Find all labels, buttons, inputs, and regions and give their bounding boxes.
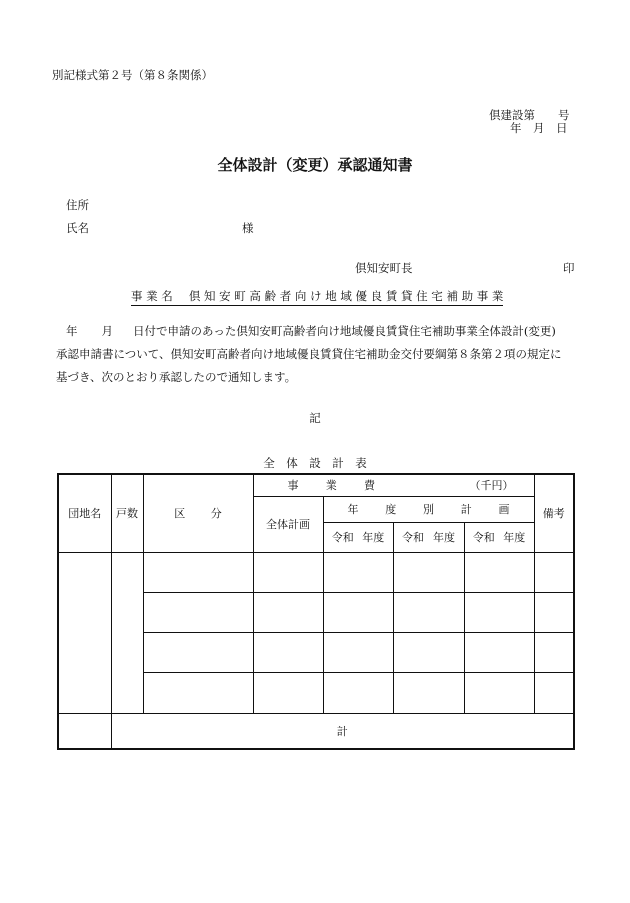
total-row: [58, 713, 574, 749]
issuer-name: 倶知安町長: [355, 261, 413, 275]
honorific: 様: [242, 221, 254, 235]
col-header-jigyouhi: 事 業 費 （千円）: [253, 474, 534, 496]
kosu-cell[interactable]: [111, 552, 143, 713]
col-header-kubun: 区 分: [143, 474, 253, 552]
project-line: [131, 288, 503, 306]
col-header-danchi: 団地名: [58, 474, 111, 552]
project-label: 事 業 名: [131, 289, 173, 303]
project-name: 倶 知 安 町 高 齢 者 向 け 地 域 優 良 賃 貸 住 宅 補 助 事 業: [188, 289, 504, 303]
col-header-biko: 備考: [534, 474, 574, 552]
col-header-year-2: 令和 年度: [393, 522, 464, 552]
form-number: 別記様式第２号（第８条関係）: [52, 68, 213, 82]
name-label: 氏名: [66, 221, 89, 235]
col-header-zentai: 全体計画: [253, 496, 323, 552]
col-header-year-3: 令和 年度: [464, 522, 534, 552]
col-header-year-1: 令和 年度: [323, 522, 393, 552]
seal-mark: 印: [563, 261, 575, 275]
document-number: 倶建設第 号: [489, 108, 570, 122]
body-line-1: 年 月 日付で申請のあった倶知安町高齢者向け地域優良賃貸住宅補助事業全体設計(変更): [66, 324, 556, 338]
table-caption: 全 体 設 計 表: [263, 456, 367, 470]
body-line-3: 基づき、次のとおり承認したので通知します。: [56, 370, 297, 384]
total-label: 計: [111, 713, 574, 749]
body-text: [56, 320, 578, 389]
document-date: 年 月 日: [510, 121, 568, 135]
plan-table: [57, 473, 575, 750]
table-row: [58, 552, 574, 592]
col-header-nendo-betsu: 年 度 別 計 画: [323, 496, 534, 522]
col-header-kosu: 戸数: [111, 474, 143, 552]
ki-mark: 記: [309, 411, 321, 425]
address-label: 住所: [66, 198, 89, 212]
danchi-cell[interactable]: [58, 552, 111, 713]
body-line-2: 承認申請書について、倶知安町高齢者向け地域優良賃貸住宅補助金交付要綱第８条第２項の規定に: [56, 347, 562, 361]
page-title: 全体設計（変更）承認通知書: [217, 156, 413, 174]
